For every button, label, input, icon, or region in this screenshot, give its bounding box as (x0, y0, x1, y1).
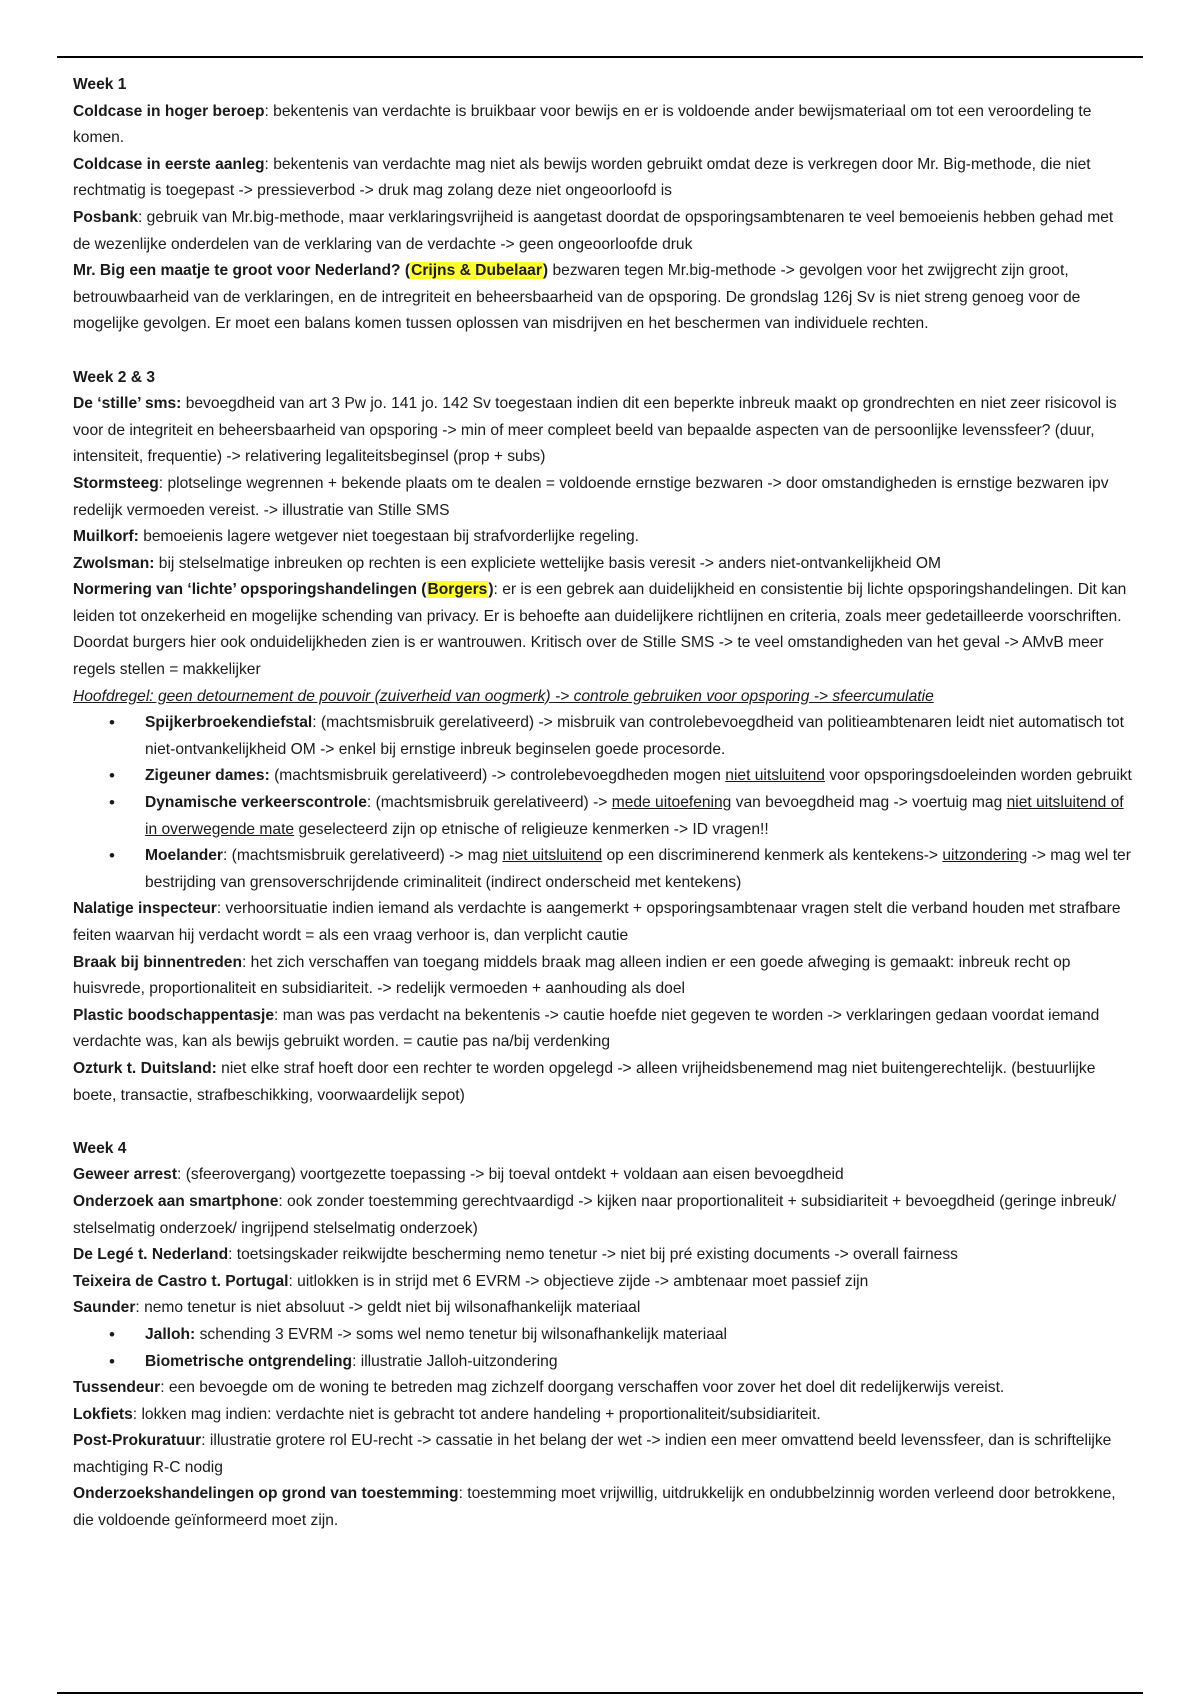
case-entry: Saunder: nemo tenetur is niet absoluut -> geldt niet bij wilsonafhankelijk materiaal (73, 1299, 641, 1317)
case-entry: Zwolsman: bij stelselmatige inbreuken op rechten is een expliciete wettelijke basis veresit -> anders niet-ontvankelijkheid OM (73, 554, 942, 572)
case-entry: Lokfiets: lokken mag indien: verdachte niet is gebracht tot andere handeling + proportionaliteit/subsidiariteit. (73, 1405, 821, 1423)
case-entry: Tussendeur: een bevoegde om de woning te betreden mag zichzelf doorgang verschaffen voor zover het doel dit redelijkerwijs vereist. (73, 1379, 1005, 1397)
case-entry: Ozturk t. Duitsland: niet elke straf hoeft door een rechter te worden opgelegd -> alleen vrijheidsbenemend mag niet buitengerechtelijk. (bestuurlijke boete, transactie, strafbeschikking, voorwaardelijk sepot) (73, 1059, 1096, 1104)
case-entry: Geweer arrest: (sfeerovergang) voortgezette toepassing -> bij toeval ontdekt + voldaan aan eisen bevoegdheid (73, 1166, 844, 1184)
case-entry: De ‘stille’ sms: bevoegdheid van art 3 Pw jo. 141 jo. 142 Sv toegestaan indien dit een beperkte inbreuk maakt op grondrechten en niet zeer risicovol is voor de integriteit en beheersbaarheid van opsporing -> min of meer compleet beeld van bepaalde aspecten van de persoonlijke levenssfeer? (duur, intensiteit, frequentie) -> relativering legaliteitsbeginsel (prop + subs) (73, 395, 1117, 466)
case-entry: Onderzoek aan smartphone: ook zonder toestemming gerechtvaardigd -> kijken naar proportionaliteit + subsidiariteit + bevoegdheid (geringe inbreuk/ stelselmatig onderzoek/ ingrijpend stelselmatig onderzoek) (73, 1192, 1117, 1237)
case-entry: Braak bij binnentreden: het zich verschaffen van toegang middels braak mag alleen indien er een goede afweging is gemaakt: inbreuk recht op huisvrede, proportionaliteit en subsidiariteit. -> redelijk vermoeden + aanhouding als doel (73, 953, 1071, 998)
document-body (73, 72, 1133, 1535)
case-entry: Coldcase in eerste aanleg: bekentenis van verdachte mag niet als bewijs worden gebruikt omdat deze is verkregen door Mr. Big-methode, die niet rechtmatig is toegepast -> pressieverbod -> druk mag zolang deze niet ongeoorloofd is (73, 155, 1091, 200)
top-rule (57, 56, 1143, 58)
case-entry: Teixeira de Castro t. Portugal: uitlokken is in strijd met 6 EVRM -> objectieve zijde -> ambtenaar moet passief zijn (73, 1272, 869, 1290)
list-item: • Moelander: (machtsmisbruik gerelativeerd) -> mag niet uitsluitend op een discriminerend kenmerk als kentekens-> uitzondering -> mag wel ter bestrijding van grensoverschrijdende criminaliteit (indirect onderscheid met kentekens) (145, 843, 1133, 896)
case-entry: Plastic boodschappentasje: man was pas verdacht na bekentenis -> cautie hoefde niet gegeven te worden -> verklaringen gedaan voordat iemand verdachte was, kan als bewijs gebruikt worden. = cautie pas na/bij verdenking (73, 1006, 1100, 1051)
highlighted-author: Borgers (427, 581, 488, 599)
week-heading: Week 2 & 3 (73, 368, 156, 386)
bullet-list (73, 710, 1133, 896)
case-entry: Nalatige inspecteur: verhoorsituatie indien iemand als verdachte is aangemerkt + opsporingsambtenaar vragen stelt die verband houden met strafbare feiten waarvan hij verdacht wordt = als een vraag verhoor is, dan verplicht cautie (73, 900, 1121, 944)
bottom-rule (57, 1692, 1143, 1694)
highlighted-author: Crijns & Dubelaar (411, 262, 542, 280)
case-entry: Mr. Big een maatje te groot voor Nederland? (Crijns & Dubelaar) bezwaren tegen Mr.big-methode -> gevolgen voor het zwijgrecht zijn groot, betrouwbaarheid van de verklaringen, en de intregriteit en beheersbaarheid van de opsporing. De grondslag 126j Sv is niet streng genoeg voor de mogelijke gevolgen. Er moet een balans komen tussen oplossen van misdrijven en het beschermen van individuele rechten. (73, 262, 1081, 333)
list-item: • Dynamische verkeerscontrole: (machtsmisbruik gerelativeerd) -> mede uitoefening van bevoegdheid mag -> voertuig mag niet uitsluitend of in overwegende mate geselecteerd zijn op etnische of religieuze kenmerken -> ID vragen!! (145, 790, 1133, 843)
case-entry: Posbank: gebruik van Mr.big-methode, maar verklaringsvrijheid is aangetast doordat de opsporingsambtenaren te veel bemoeienis hebben gehad met de wezenlijke onderdelen van de verklaring van de verdachte -> geen ongeoorloofde druk (73, 208, 1114, 253)
case-entry: Post-Prokuratuur: illustratie grotere rol EU-recht -> cassatie in het belang der wet -> indien een meer omvattend beeld levenssfeer, dan is schriftelijke machtiging R-C nodig (73, 1432, 1112, 1476)
bullet-list (73, 1322, 1133, 1375)
case-entry: Normering van ‘lichte’ opsporingshandelingen (Borgers): er is een gebrek aan duidelijkheid en consistentie bij lichte opsporingshandelingen. Dit kan leiden tot onzekerheid en mogelijke schending van privacy. Er is behoefte aan duidelijkere richtlijnen en criteria, zoals meer gedetailleerde voorschriften. Doordat burgers hier ook onduidelijkheden zien is er wantrouwen. Kritisch over de Stille SMS -> te veel omstandigheden van het geval -> AMvB meer regels stellen = makkelijker (73, 581, 1127, 679)
list-item: • Biometrische ontgrendeling: illustratie Jalloh-uitzondering (145, 1349, 1133, 1376)
case-entry: Coldcase in hoger beroep: bekentenis van verdachte is bruikbaar voor bewijs en er is voldoende ander bewijsmateriaal om tot een veroordeling te komen. (73, 102, 1092, 147)
case-entry: De Legé t. Nederland: toetsingskader reikwijdte bescherming nemo tenetur -> niet bij pré existing documents -> overall fairness (73, 1246, 958, 1264)
main-rule: Hoofdregel: geen detournement de pouvoir (zuiverheid van oogmerk) -> controle gebruiken voor opsporing -> sfeercumulatie (73, 687, 934, 705)
case-entry: Muilkorf: bemoeienis lagere wetgever niet toegestaan bij strafvorderlijke regeling. (73, 528, 640, 546)
list-item: • Jalloh: schending 3 EVRM -> soms wel nemo tenetur bij wilsonafhankelijk materiaal (145, 1322, 1133, 1349)
week-heading: Week 4 (73, 1139, 127, 1157)
week-heading: Week 1 (73, 76, 127, 93)
list-item: • Zigeuner dames: (machtsmisbruik gerelativeerd) -> controlebevoegdheden mogen niet uitsluitend voor opsporingsdoeleinden worden gebruikt (145, 763, 1133, 790)
case-entry: Stormsteeg: plotselinge wegrennen + bekende plaats om te dealen = voldoende ernstige bezwaren -> door omstandigheden is ernstige bezwaren ipv redelijk vermoeden vereist. -> illustratie van Stille SMS (73, 474, 1109, 519)
case-entry: Onderzoekshandelingen op grond van toestemming: toestemming moet vrijwillig, uitdrukkelijk en ondubbelzinnig worden verleend door betrokkene, die voldoende geïnformeerd moet zijn. (73, 1485, 1116, 1530)
list-item: • Spijkerbroekendiefstal: (machtsmisbruik gerelativeerd) -> misbruik van controlebevoegdheid van politieambtenaren leidt niet automatisch tot niet-ontvankelijkheid OM -> enkel bij ernstige inbreuk beginselen goede procesorde. (145, 710, 1133, 763)
